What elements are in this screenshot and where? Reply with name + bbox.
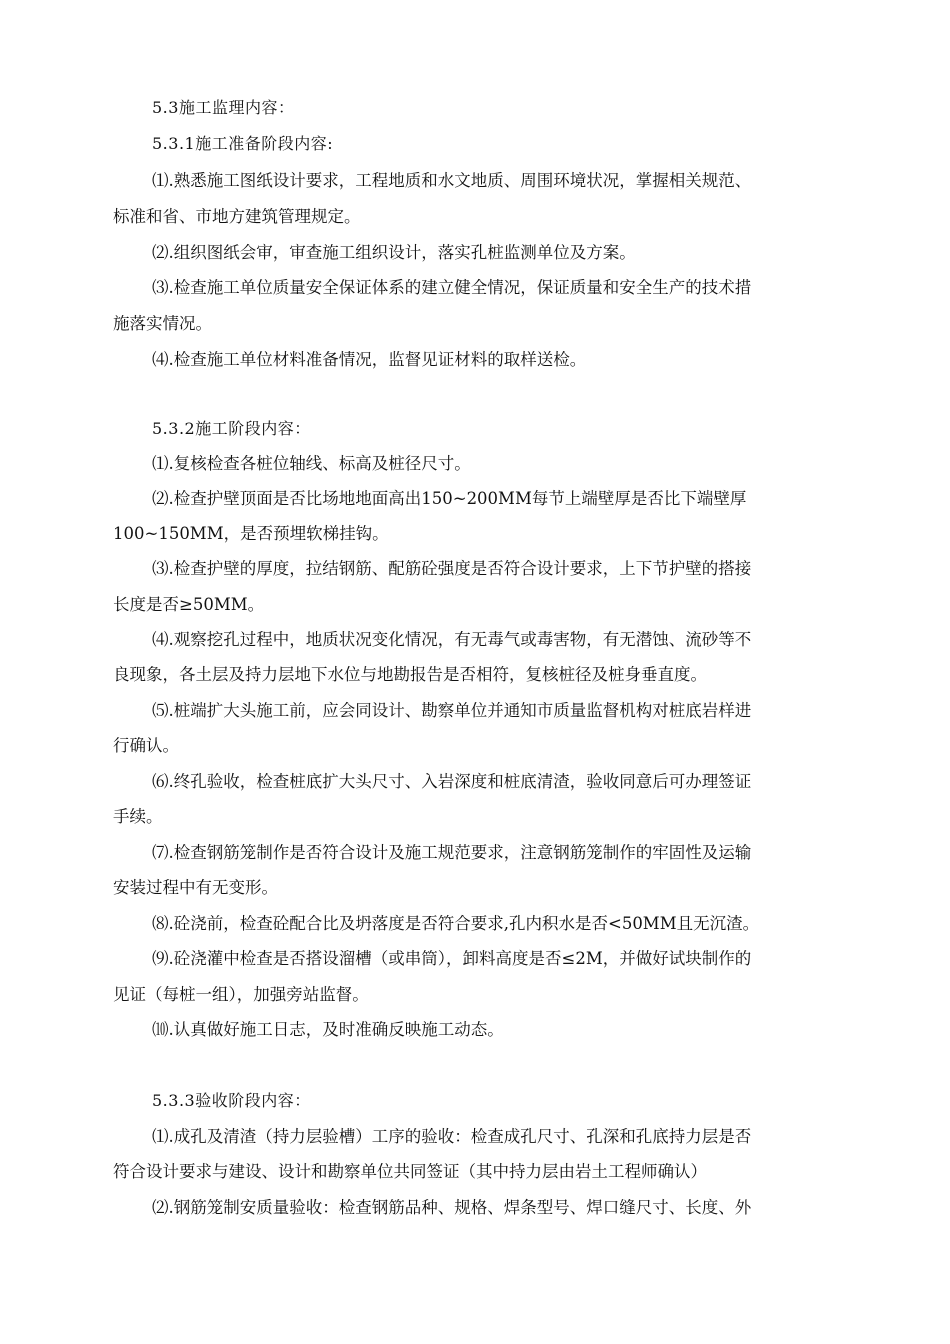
list-item-continuation: 安装过程中有无变形。 bbox=[113, 878, 278, 897]
list-item-continuation: 手续。 bbox=[113, 807, 163, 826]
list-item-continuation: 行确认。 bbox=[113, 736, 179, 755]
list-item: ⑵.检查护壁顶面是否比场地地面高出150~200MM每节上端壁厚是否比下端壁厚 bbox=[152, 489, 747, 508]
list-item: ⑴.复核检查各桩位轴线、标高及桩径尺寸。 bbox=[152, 454, 471, 473]
list-item: ⑹.终孔验收，检查桩底扩大头尺寸、入岩深度和桩底清渣，验收同意后可办理签证 bbox=[152, 772, 752, 791]
list-item: ⑷.观察挖孔过程中，地质状况变化情况，有无毒气或毒害物，有无潜蚀、流砂等不 bbox=[152, 630, 752, 649]
list-item-continuation: 良现象，各土层及持力层地下水位与地勘报告是否相符，复核桩径及桩身垂直度。 bbox=[113, 665, 707, 684]
list-item: ⑼.砼浇灌中检查是否搭设溜槽（或串筒），卸料高度是否≤2M，并做好试块制作的 bbox=[152, 949, 752, 968]
list-item-continuation: 见证（每桩一组），加强旁站监督。 bbox=[113, 985, 369, 1004]
list-item: ⑷.检查施工单位材料准备情况，监督见证材料的取样送检。 bbox=[152, 350, 587, 369]
list-item: ⑺.检查钢筋笼制作是否符合设计及施工规范要求，注意钢筋笼制作的牢固性及运输 bbox=[152, 843, 752, 862]
list-item-continuation: 长度是否≥50MM。 bbox=[113, 595, 265, 614]
list-item: ⑴.熟悉施工图纸设计要求，工程地质和水文地质、周围环境状况，掌握相关规范、 bbox=[152, 171, 752, 190]
list-item: ⑽.认真做好施工日志，及时准确反映施工动态。 bbox=[152, 1020, 504, 1039]
list-item-continuation: 100~150MM，是否预埋软梯挂钩。 bbox=[113, 524, 389, 543]
list-item: ⑴.成孔及清渣（持力层验槽）工序的验收：检查成孔尺寸、孔深和孔底持力层是否 bbox=[152, 1127, 752, 1146]
list-item-continuation: 施落实情况。 bbox=[113, 314, 212, 333]
subsection-heading-5-3-2: 5.3.2施工阶段内容： bbox=[152, 419, 311, 438]
subsection-heading-5-3-3: 5.3.3验收阶段内容： bbox=[152, 1091, 311, 1110]
list-item: ⑵.组织图纸会审，审查施工组织设计，落实孔桩监测单位及方案。 bbox=[152, 243, 636, 262]
list-item: ⑻.砼浇前，检查砼配合比及坍落度是否符合要求,孔内积水是否<50MM且无沉渣。 bbox=[152, 914, 760, 933]
list-item-continuation: 符合设计要求与建设、设计和勘察单位共同签证（其中持力层由岩土工程师确认） bbox=[113, 1162, 707, 1181]
list-item: ⑸.桩端扩大头施工前，应会同设计、勘察单位并通知市质量监督机构对桩底岩样进 bbox=[152, 701, 752, 720]
list-item-continuation: 标准和省、市地方建筑管理规定。 bbox=[113, 207, 361, 226]
list-item: ⑵.钢筋笼制安质量验收：检查钢筋品种、规格、焊条型号、焊口缝尺寸、长度、外 bbox=[152, 1198, 752, 1217]
section-heading: 5.3施工监理内容： bbox=[152, 98, 295, 117]
list-item: ⑶.检查护壁的厚度，拉结钢筋、配筋砼强度是否符合设计要求，上下节护壁的搭接 bbox=[152, 559, 752, 578]
list-item: ⑶.检查施工单位质量安全保证体系的建立健全情况，保证质量和安全生产的技术措 bbox=[152, 278, 752, 297]
subsection-heading-5-3-1: 5.3.1施工准备阶段内容: bbox=[152, 134, 334, 153]
